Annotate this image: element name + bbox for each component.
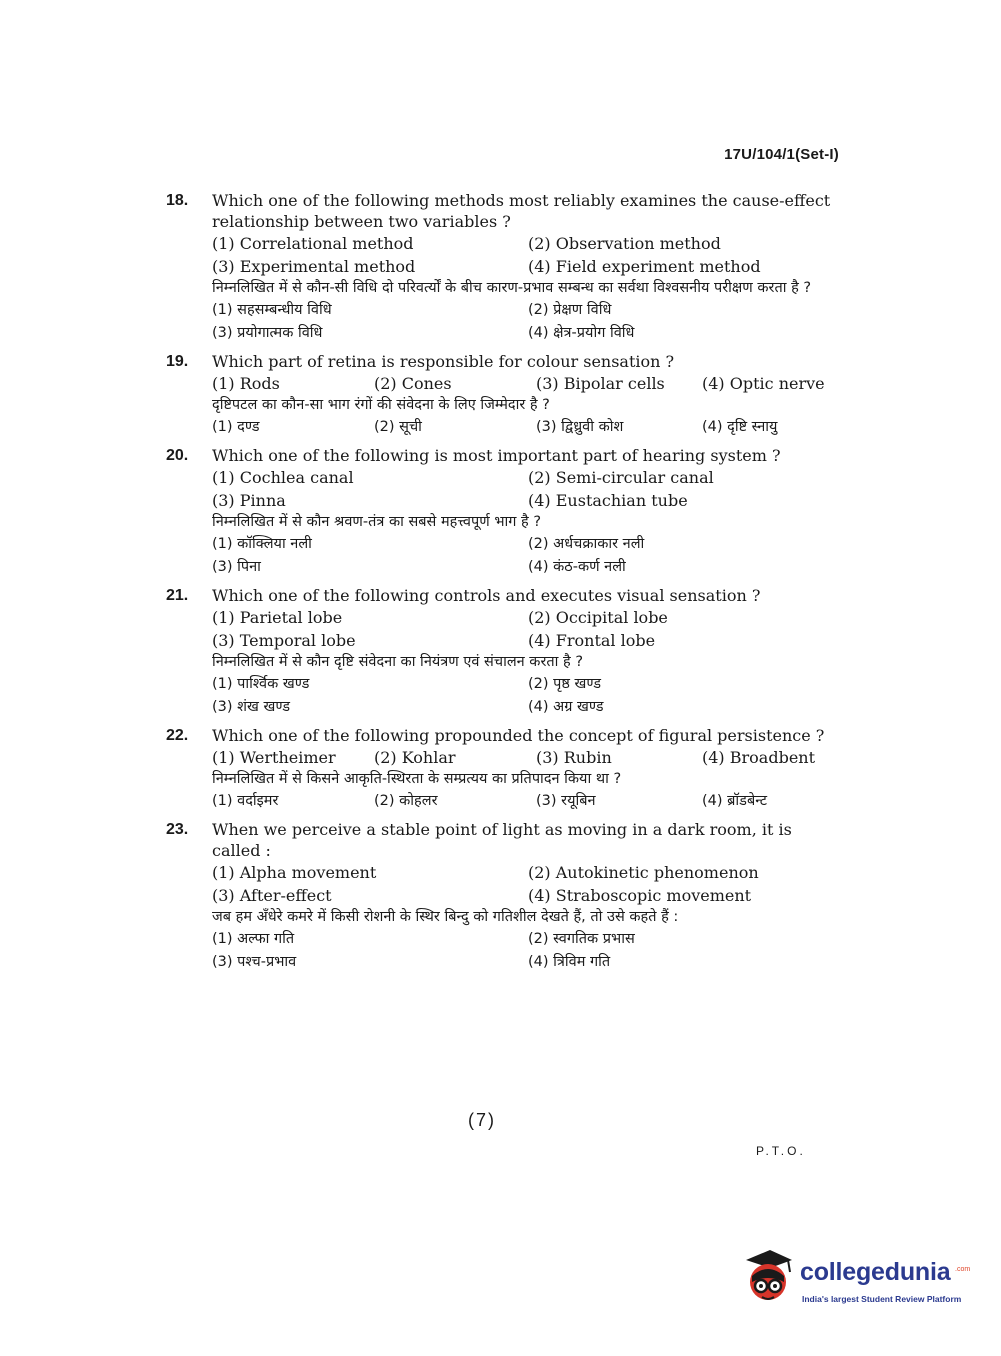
option-en: (1) Correlational method bbox=[212, 234, 414, 253]
question-21 bbox=[166, 585, 838, 719]
student-mascot-icon bbox=[740, 1248, 796, 1308]
option-en: (4) Optic nerve bbox=[702, 374, 825, 393]
page-number: (7) bbox=[468, 1110, 496, 1130]
option-en: (3) Experimental method bbox=[212, 257, 416, 276]
option-hi: (3) शंख खण्ड bbox=[212, 699, 290, 715]
option-en: (2) Semi-circular canal bbox=[528, 468, 714, 487]
brand-tagline: India's largest Student Review Platform bbox=[802, 1294, 962, 1304]
option-hi: (3) प्रयोगात्मक विधि bbox=[212, 325, 323, 341]
option-hi: (1) सहसम्बन्धीय विधि bbox=[212, 302, 332, 318]
option-en: (1) Parietal lobe bbox=[212, 608, 343, 627]
option-en: (2) Kohlar bbox=[374, 748, 456, 767]
question-text-en: Which one of the following methods most reliably examines the cause-effect relationship between two variables ? bbox=[212, 191, 831, 231]
collegedunia-watermark[interactable] bbox=[740, 1248, 970, 1310]
brand-name: collegedunia bbox=[800, 1258, 951, 1286]
option-en: (4) Frontal lobe bbox=[528, 631, 656, 650]
option-hi: (2) स्वगतिक प्रभास bbox=[528, 931, 635, 947]
option-hi: (4) दृष्टि स्नायु bbox=[702, 419, 778, 435]
option-hi: (2) अर्धचक्राकार नली bbox=[528, 536, 645, 552]
question-22 bbox=[166, 725, 838, 813]
option-hi: (2) पृष्ठ खण्ड bbox=[528, 676, 602, 692]
question-text-hi: निम्नलिखित में से कौन-सी विधि दो परिवर्त्यों के बीच कारण-प्रभाव सम्बन्ध का सर्वथा विश्वसनीय परीक्षण करता है ? bbox=[212, 280, 812, 296]
question-text-hi: निम्नलिखित में से कौन दृष्टि संवेदना का नियंत्रण एवं संचालन करता है ? bbox=[212, 654, 584, 670]
option-en: (3) Rubin bbox=[536, 748, 612, 767]
question-number: 20. bbox=[166, 447, 189, 464]
question-20 bbox=[166, 445, 838, 579]
option-hi: (1) दण्ड bbox=[212, 419, 260, 435]
option-hi: (4) कंठ-कर्ण नली bbox=[528, 559, 626, 575]
option-hi: (4) अग्र खण्ड bbox=[528, 699, 604, 715]
question-text-en: Which one of the following is most important part of hearing system ? bbox=[212, 446, 781, 465]
question-text-hi: जब हम अँधेरे कमरे में किसी रोशनी के स्थिर बिन्दु को गतिशील देखते हैं, तो उसे कहते हैं : bbox=[212, 909, 679, 925]
question-text-en: Which one of the following controls and executes visual sensation ? bbox=[212, 586, 761, 605]
option-hi: (3) पिना bbox=[212, 559, 261, 575]
option-en: (2) Cones bbox=[374, 374, 452, 393]
question-number: 21. bbox=[166, 587, 189, 604]
option-en: (2) Observation method bbox=[528, 234, 721, 253]
option-hi: (2) कोहलर bbox=[374, 793, 438, 809]
option-hi: (4) क्षेत्र-प्रयोग विधि bbox=[528, 325, 635, 341]
option-en: (1) Alpha movement bbox=[212, 863, 377, 882]
option-en: (2) Occipital lobe bbox=[528, 608, 668, 627]
brand-dotcom: .com bbox=[955, 1266, 971, 1273]
question-number: 22. bbox=[166, 727, 189, 744]
option-en: (4) Field experiment method bbox=[528, 257, 761, 276]
question-text-hi: दृष्टिपटल का कौन-सा भाग रंगों की संवेदना के लिए जिम्मेदार है ? bbox=[212, 397, 550, 413]
question-text-en: When we perceive a stable point of light as moving in a dark room, it is called : bbox=[212, 820, 792, 860]
option-hi: (4) ब्रॉडबेन्ट bbox=[702, 793, 768, 809]
option-en: (3) After-effect bbox=[212, 886, 332, 905]
option-hi: (1) पार्श्विक खण्ड bbox=[212, 676, 310, 692]
question-text-en: Which part of retina is responsible for colour sensation ? bbox=[212, 352, 675, 371]
question-text-en: Which one of the following propounded the concept of figural persistence ? bbox=[212, 726, 825, 745]
option-en: (3) Bipolar cells bbox=[536, 374, 665, 393]
option-hi: (1) वर्दाइमर bbox=[212, 793, 279, 809]
question-18 bbox=[166, 190, 838, 345]
question-19 bbox=[166, 351, 838, 439]
option-hi: (2) प्रेक्षण विधि bbox=[528, 302, 612, 318]
question-number: 18. bbox=[166, 192, 189, 209]
paper-code: 17U/104/1(Set-I) bbox=[724, 146, 839, 163]
option-hi: (3) पश्च-प्रभाव bbox=[212, 954, 297, 970]
question-number: 19. bbox=[166, 353, 189, 370]
option-en: (1) Rods bbox=[212, 374, 280, 393]
option-en: (2) Autokinetic phenomenon bbox=[528, 863, 759, 882]
option-en: (4) Eustachian tube bbox=[528, 491, 688, 510]
option-en: (1) Cochlea canal bbox=[212, 468, 354, 487]
pto-label: P.T.O. bbox=[756, 1144, 806, 1158]
option-en: (3) Temporal lobe bbox=[212, 631, 356, 650]
question-text-hi: निम्नलिखित में से कौन श्रवण-तंत्र का सबसे महत्त्वपूर्ण भाग है ? bbox=[212, 514, 542, 530]
option-hi: (3) रयूबिन bbox=[536, 793, 596, 809]
question-number: 23. bbox=[166, 821, 189, 838]
question-text-hi: निम्नलिखित में से किसने आकृति-स्थिरता के सम्प्रत्यय का प्रतिपादन किया था ? bbox=[212, 771, 622, 787]
option-hi: (2) सूची bbox=[374, 419, 422, 435]
option-en: (4) Straboscopic movement bbox=[528, 886, 752, 905]
option-hi: (1) कॉक्लिया नली bbox=[212, 536, 312, 552]
option-en: (4) Broadbent bbox=[702, 748, 816, 767]
question-list bbox=[166, 190, 838, 980]
option-hi: (3) द्विध्रुवी कोश bbox=[536, 419, 624, 435]
option-hi: (1) अल्फा गति bbox=[212, 931, 295, 947]
option-en: (3) Pinna bbox=[212, 491, 286, 510]
question-23 bbox=[166, 819, 838, 974]
option-hi: (4) त्रिविम गति bbox=[528, 954, 611, 970]
option-en: (1) Wertheimer bbox=[212, 748, 336, 767]
